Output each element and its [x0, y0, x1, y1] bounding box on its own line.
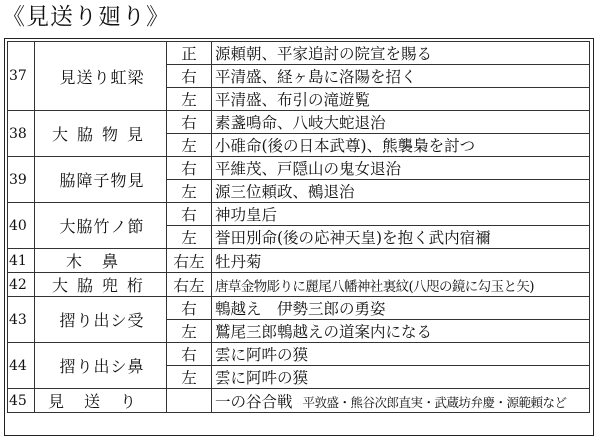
side-label: 右左 [167, 273, 212, 297]
page-title: 《見送り廻り》 [2, 4, 170, 30]
carving-description [212, 343, 590, 366]
description-text: 雲に阿吽の獏 [215, 369, 309, 387]
description-text: 雲に阿吽の獏 [215, 346, 309, 364]
carvings-table [7, 41, 590, 413]
table-row [8, 343, 590, 366]
carving-description [212, 273, 590, 297]
side-label: 右 [167, 297, 212, 320]
table-row [8, 203, 590, 226]
table-row [8, 389, 590, 413]
side-label: 右 [167, 203, 212, 226]
description-text: 源頼朝、平家追討の院宣を賜る [215, 45, 433, 63]
carving-description [212, 42, 590, 65]
description-text: 唐草金物彫りに麗尾八幡神社裏紋(八咫の鏡に勾玉と矢) [215, 278, 534, 295]
description-text: 源三位頼政、鵺退治 [215, 183, 355, 201]
description-text: 素盞鳴命、八岐大蛇退治 [215, 114, 386, 132]
carving-description [212, 297, 590, 320]
item-number: 44 [8, 343, 35, 389]
part-name: 大脇竹ノ節 [35, 203, 167, 249]
description-text: 平維茂、戸隠山の鬼女退治 [215, 160, 402, 178]
part-name: 見送り虹梁 [35, 42, 167, 111]
carvings-table-frame [4, 38, 594, 436]
item-number: 42 [8, 273, 35, 297]
carving-description [212, 134, 590, 157]
item-number: 41 [8, 249, 35, 273]
carving-description [212, 111, 590, 134]
carving-description [212, 157, 590, 180]
part-name: 脇障子物見 [35, 157, 167, 203]
carving-description [212, 65, 590, 88]
item-number: 38 [8, 111, 35, 157]
carving-description [212, 88, 590, 111]
table-row [8, 249, 590, 273]
carving-description [212, 249, 590, 273]
side-label: 正 [167, 42, 212, 65]
item-number: 37 [8, 42, 35, 111]
side-label [167, 389, 212, 413]
carving-description [212, 180, 590, 203]
description-text: 牡丹菊 [215, 252, 262, 271]
carving-description [212, 389, 590, 413]
item-number: 40 [8, 203, 35, 249]
item-number: 39 [8, 157, 35, 203]
description-text: 一の谷合戦 [215, 392, 293, 411]
description-text: 神功皇后 [215, 206, 278, 224]
item-number: 45 [8, 389, 35, 413]
side-label: 左 [167, 320, 212, 343]
item-number: 43 [8, 297, 35, 343]
part-name: 大脇物見 [35, 111, 167, 157]
side-label: 左 [167, 134, 212, 157]
part-name: 木鼻 [35, 249, 167, 273]
part-name: 摺り出シ受 [35, 297, 167, 343]
description-text: 鵯越え 伊勢三郎の勇姿 [215, 300, 386, 318]
description-text: 平清盛、経ヶ島に洛陽を招く [215, 68, 417, 86]
table-row [8, 157, 590, 180]
carving-description [212, 203, 590, 226]
part-name: 見送り [35, 389, 167, 413]
table-row [8, 111, 590, 134]
table-row [8, 273, 590, 297]
side-label: 左 [167, 180, 212, 203]
side-label: 左 [167, 366, 212, 389]
description-text: 誉田別命(後の応神天皇)を抱く武内宿禰 [215, 229, 491, 247]
side-label: 左 [167, 226, 212, 249]
carvings-table-body [8, 42, 590, 413]
description-text: 鷲尾三郎鵯越えの道案内になる [215, 323, 433, 341]
carving-description [212, 320, 590, 343]
description-text: 小碓命(後の日本武尊)、熊襲梟を討つ [215, 137, 476, 155]
table-row [8, 42, 590, 65]
part-name: 摺り出シ鼻 [35, 343, 167, 389]
part-name: 大脇兜桁 [35, 273, 167, 297]
side-label: 右 [167, 111, 212, 134]
side-label: 右 [167, 65, 212, 88]
side-label: 右 [167, 157, 212, 180]
side-label: 右左 [167, 249, 212, 273]
side-label: 左 [167, 88, 212, 111]
carving-description [212, 226, 590, 249]
side-label: 右 [167, 343, 212, 366]
description-text: 平清盛、布引の滝遊覧 [215, 91, 371, 109]
table-row [8, 297, 590, 320]
carving-description [212, 366, 590, 389]
description-subtext: 平敦盛・熊谷次郎直実・武蔵坊弁慶・源範頼など [302, 394, 567, 410]
